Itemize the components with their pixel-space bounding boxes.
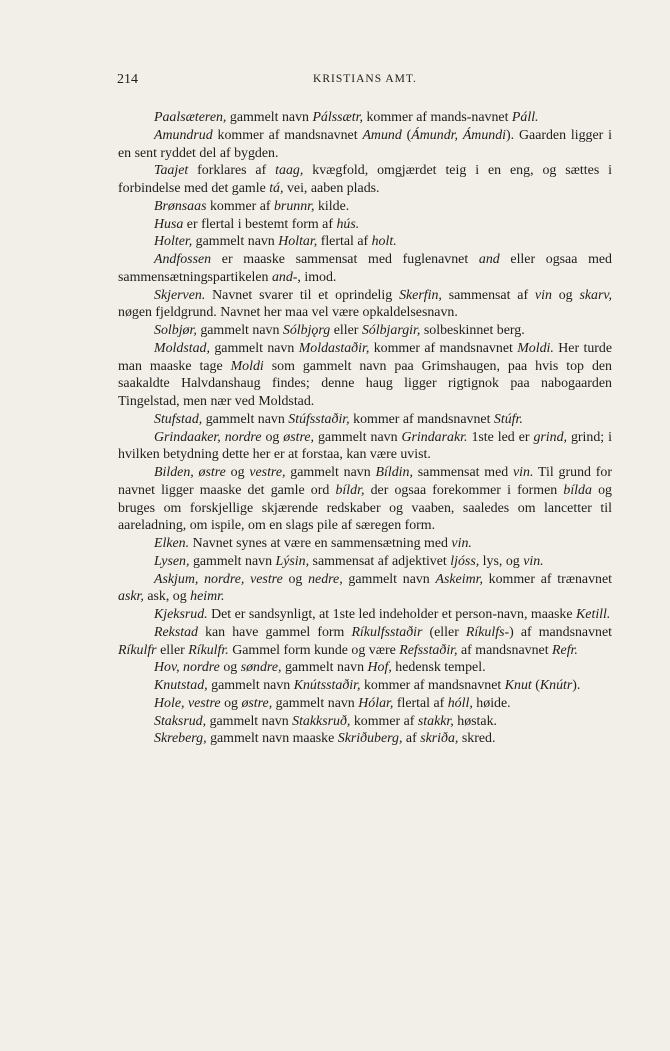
italic-term: Amund xyxy=(362,127,402,143)
italic-term: stakkr, xyxy=(417,713,454,729)
italic-term: Sólbjargir, xyxy=(361,323,421,338)
italic-term: østre, xyxy=(241,695,273,711)
entry: Husa er flertal i bestemt form af hús. xyxy=(154,216,360,232)
italic-term: Paalsæteren, xyxy=(154,110,227,125)
entry: Moldstad, gammelt navn Moldastaðir, kommer af mandsnavnet Moldi. Her turde man maaske tage Moldi som gammelt navn paa Grimshaugen, paa hvis top den saakaldte Halvdanshaug findes; denne haug ligger rigtignok paa nabogaarden Tingelstad, men nær ved Moldstad. xyxy=(118,340,613,409)
entry: Knutstad, gammelt navn Knútsstaðir, kommer af mandsnavnet Knut (Knútr). xyxy=(154,678,581,693)
entry: Grindaaker, nordre og østre, gammelt navn Grindarakr. 1ste led er grind, grind; i hvilken betydning dette her er at forstaa, kan være uvist. xyxy=(118,429,612,463)
italic-term: Sólbjǫrg xyxy=(282,323,331,338)
italic-term: vestre, xyxy=(249,465,286,480)
page-number: 214 xyxy=(117,72,138,87)
entry: Andfossen er maaske sammensat med fuglenavnet and eller ogsaa med sammensætningspartikelen and-, imod. xyxy=(118,252,612,285)
italic-term: Moldi xyxy=(230,358,264,374)
italic-term: Askjum, nordre, vestre xyxy=(154,571,283,587)
italic-term: Moldstad, xyxy=(154,340,210,356)
italic-term: hóll, xyxy=(447,695,473,711)
entry: Staksrud, gammelt navn Stakksruð, kommer af stakkr, høstak. xyxy=(154,713,497,729)
body-text xyxy=(118,109,612,748)
italic-term: holt. xyxy=(371,234,397,250)
italic-term: Stúfsstaðir, xyxy=(288,411,350,427)
italic-term: grind, xyxy=(533,429,568,445)
italic-term: Kjeksrud. xyxy=(154,607,208,622)
page-header xyxy=(117,72,613,92)
italic-term: Grindaaker, nordre xyxy=(154,429,262,445)
entry: Kjeksrud. Det er sandsynligt, at 1ste led indeholder et person-navn, maaske Ketill. xyxy=(154,607,611,622)
italic-term: Solbjør, xyxy=(154,323,197,338)
italic-term: Stakksruð, xyxy=(292,713,351,729)
entry: Lysen, gammelt navn Lýsin, sammensat af adjektivet ljóss, lys, og vin. xyxy=(154,553,544,569)
italic-term: and xyxy=(478,252,500,267)
italic-term: askr, xyxy=(118,589,144,605)
italic-term: Knútr xyxy=(539,678,573,693)
italic-term: Ketill. xyxy=(576,607,611,622)
italic-term: Skreberg, xyxy=(154,731,207,747)
italic-term: Bíldin, xyxy=(375,465,413,480)
italic-term: Páll. xyxy=(511,110,539,125)
entry: Rekstad kan have gammel form Ríkulfsstaðir (eller Ríkulfs-) af mandsnavnet Ríkulfr eller Ríkulfr. Gammel form kunde og være Refsstaðir, af mandsnavnet Refr. xyxy=(118,624,613,658)
italic-term: Ríkulfr xyxy=(118,642,157,658)
italic-term: Lýsin, xyxy=(275,553,310,569)
italic-term: Hole, vestre xyxy=(154,695,221,711)
italic-term: skriða, xyxy=(420,731,459,747)
entry: Brønsaas kommer af brunnr, kilde. xyxy=(154,198,350,214)
italic-term: Holtar, xyxy=(278,234,318,250)
italic-term: Ríkulfr. xyxy=(188,642,229,658)
italic-term: Refr. xyxy=(552,642,578,658)
italic-term: Knútsstaðir, xyxy=(293,678,361,693)
italic-term: ljóss, xyxy=(450,553,480,569)
entry: Solbjør, gammelt navn Sólbjǫrg eller Sólbjargir, solbeskinnet berg. xyxy=(154,323,525,338)
italic-term: Skjerven. xyxy=(154,287,206,303)
running-title: KRISTIANS AMT. xyxy=(313,73,417,85)
italic-term: taag, xyxy=(275,163,304,179)
italic-term: østre, xyxy=(283,429,315,445)
italic-term: Ríkulfs- xyxy=(465,624,510,640)
entry: Taajet forklares af taag, kvægfold, omgjærdet teig i en eng, og sættes i forbindelse med det gamle tá, vei, aaben plads. xyxy=(118,163,613,196)
italic-term: Moldastaðir, xyxy=(298,340,370,356)
italic-term: Bilden, østre xyxy=(154,465,226,480)
italic-term: skarv, xyxy=(579,287,612,303)
italic-term: Holter, xyxy=(154,234,193,250)
entry: Paalsæteren, gammelt navn Pálssætr, kommer af mands-navnet Páll. xyxy=(154,110,539,125)
entry: Amundrud kommer af mandsnavnet Amund (Ámundr, Ámundi). Gaarden ligger i en sent ryddet del af bygden. xyxy=(118,127,613,161)
entry: Stufstad, gammelt navn Stúfsstaðir, kommer af mandsnavnet Stúfr. xyxy=(154,411,523,427)
italic-term: brunnr, xyxy=(273,198,315,214)
italic-term: Andfossen xyxy=(154,252,212,267)
italic-term: Staksrud, xyxy=(154,713,207,729)
entry: Hole, vestre og østre, gammelt navn Hólar, flertal af hóll, høide. xyxy=(154,695,511,711)
italic-term: Hof, xyxy=(367,660,392,676)
entry: Askjum, nordre, vestre og nedre, gammelt navn Askeimr, kommer af trænavnet askr, ask, og heimr. xyxy=(118,571,612,605)
italic-term: Knut xyxy=(504,678,532,693)
italic-term: Hólar, xyxy=(358,695,394,711)
italic-term: Refsstaðir, xyxy=(399,642,458,658)
italic-term: Hov, nordre xyxy=(154,660,220,676)
italic-term: vin. xyxy=(451,536,472,551)
italic-term: Knutstad, xyxy=(154,678,208,693)
entry: Holter, gammelt navn Holtar, flertal af holt. xyxy=(154,234,397,250)
italic-term: Lysen, xyxy=(154,553,190,569)
italic-term: tá, xyxy=(269,181,284,196)
italic-term: Husa xyxy=(154,216,184,232)
italic-term: Stúfr. xyxy=(493,411,523,427)
italic-term: søndre, xyxy=(240,660,282,676)
italic-term: Pálssætr, xyxy=(312,110,364,125)
italic-term: Moldi. xyxy=(517,340,554,356)
italic-term: bíldr, xyxy=(335,482,365,498)
italic-term: nedre, xyxy=(308,571,343,587)
entry: Bilden, østre og vestre, gammelt navn Bíldin, sammensat med vin. Til grund for navnet ligger maaske det gamle ord bíldr, der ogsaa forekommer i formen bílda og bruges om forskjellige skjærende redskaber og vaaben, saaledes om lancetter til aareladning, om ispile, om en slags pile af særegen form. xyxy=(118,465,612,534)
italic-term: Stufstad, xyxy=(154,411,203,427)
italic-term: vin. xyxy=(513,465,534,480)
italic-term: Rekstad xyxy=(154,624,198,640)
entry: Hov, nordre og søndre, gammelt navn Hof, hedensk tempel. xyxy=(154,660,486,676)
italic-term: bílda xyxy=(563,482,592,498)
entry: Skreberg, gammelt navn maaske Skriðuberg, af skriða, skred. xyxy=(154,731,496,747)
italic-term: Elken. xyxy=(154,536,190,551)
italic-term: hús. xyxy=(336,216,360,232)
italic-term: Ámundr, Ámundi xyxy=(411,127,507,143)
italic-term: heimr. xyxy=(190,589,225,605)
italic-term: Askeimr, xyxy=(435,571,483,587)
italic-term: vin xyxy=(534,287,552,303)
italic-term: Ríkulfsstaðir xyxy=(351,624,423,640)
italic-term: vin. xyxy=(523,553,544,569)
italic-term: Brønsaas xyxy=(154,198,207,214)
entry: Elken. Navnet synes at være en sammensætning med vin. xyxy=(154,536,472,551)
italic-term: Amundrud xyxy=(154,127,213,143)
italic-term: Taajet xyxy=(154,163,189,179)
italic-term: and- xyxy=(271,269,298,285)
entry: Skjerven. Navnet svarer til et oprindelig Skerfin, sammensat af vin og skarv, nøgen fjeldgrund. Navnet her maa vel være opkaldelsesnavn. xyxy=(118,287,612,321)
italic-term: Skerfin, xyxy=(399,287,442,303)
italic-term: Grindarakr. xyxy=(401,429,468,445)
italic-term: Skriðuberg, xyxy=(337,731,403,747)
